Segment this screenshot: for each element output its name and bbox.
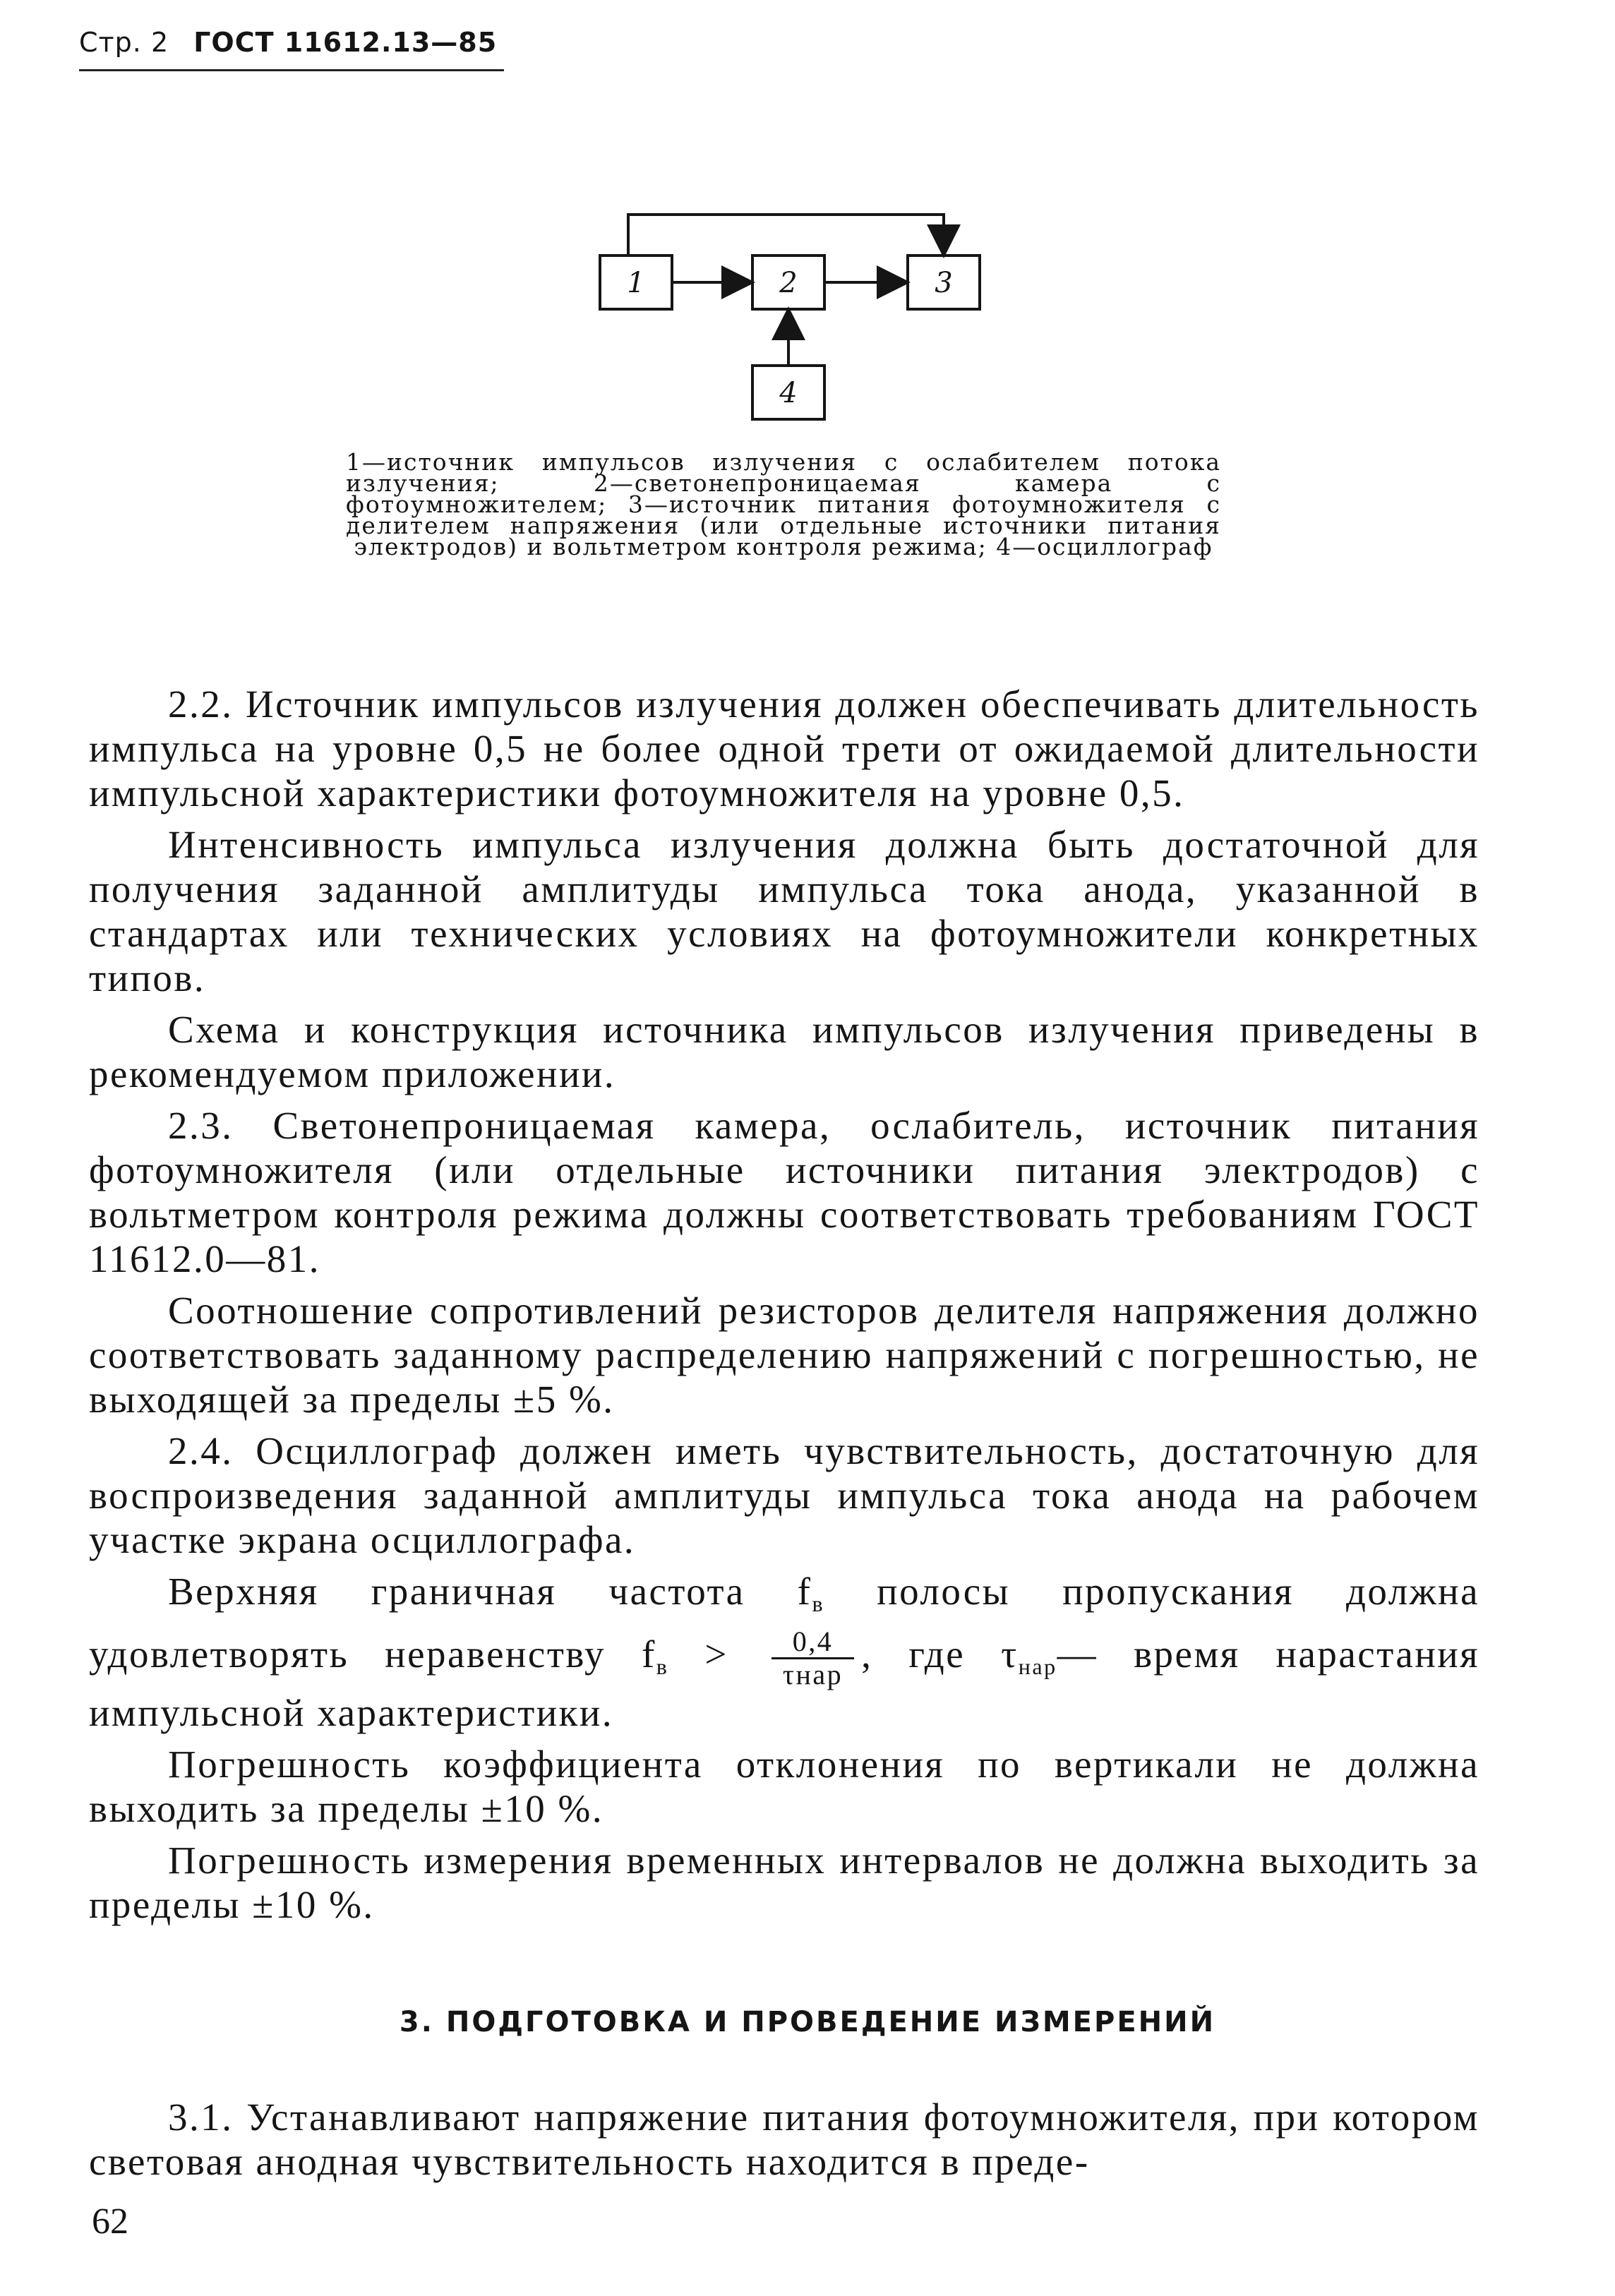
paragraph-3-1: 3.1. Устанавливают напряжение питания фотоумножителя, при котором световая анодная чувствительность находится в преде-: [89, 2096, 1479, 2183]
page-header: [79, 27, 497, 58]
section-text: [89, 2095, 1479, 2184]
section-title: 3. ПОДГОТОВКА И ПРОВЕДЕНИЕ ИЗМЕРЕНИЙ: [399, 2006, 1216, 2038]
block-diagram: [593, 205, 988, 431]
paragraph-frequency: Верхняя граничная частота $f_в$ полосы пропускания должна удовлетворять неравенству $f_в$ > $\frac{0,4}{\text{τнар}}$ , где $\tau_{нар}—$ время нарастания импульсной характеристики.: [89, 1570, 1479, 1734]
header-rule: [79, 69, 504, 71]
main-text: [89, 682, 1479, 1934]
block-diagram-svg: [593, 205, 988, 431]
block-2-label: 2: [779, 267, 798, 299]
paragraph-intensity: Интенсивность импульса излучения должна быть достаточной для получения заданной амплитуды импульса тока анода, указанной в стандартах или технических условиях на фотоумножители конкретных типов.: [89, 823, 1479, 999]
arrow-1-3: [628, 215, 944, 256]
formula-numerator: 0,4: [772, 1626, 854, 1659]
paragraph-2-2: 2.2. Источник импульсов излучения должен обеспечивать длительность импульса на уровне 0,5 не более одной трети от ожидаемой длительности импульсной характеристики фотоумножителя на уровне 0,5.: [89, 683, 1479, 815]
fraction-formula: [772, 1626, 854, 1690]
paragraph-deflection-error: Погрешность коэффициента отклонения по вертикали не должна выходить за пределы ±10 %.: [89, 1743, 1479, 1830]
page-label: Стр. 2: [79, 27, 169, 58]
paragraph-2-4: 2.4. Осциллограф должен иметь чувствительность, достаточную для воспроизведения заданной амплитуды импульса тока анода на рабочем участке экрана осциллографа.: [89, 1429, 1479, 1561]
paragraph-2-3: 2.3. Светонепроницаемая камера, ослабитель, источник питания фотоумножителя (или отдельные источники питания электродов) с вольтметром контроля режима должны соответствовать требованиям ГОСТ 11612.0—81.: [89, 1104, 1479, 1280]
formula-denominator: τнар: [782, 1659, 843, 1690]
block-1-label: 1: [627, 267, 645, 299]
page-number: 62: [92, 2201, 128, 2242]
block-3-label: 3: [935, 267, 953, 299]
paragraph-scheme: Схема и конструкция источника импульсов излучения приведены в рекомендуемом приложении.: [89, 1008, 1479, 1095]
diagram-legend: 1—источник импульсов излучения с ослабителем потока излучения; 2—светонепроницаемая камера с фотоумножителем; 3—источник питания фотоумножителя с делителем напряжения (или отдельные источники питания электродов) и вольтметром контроля режима; 4—осциллограф: [346, 448, 1221, 560]
paragraph-time-error: Погрешность измерения временных интервалов не должна выходить за пределы ±10 %.: [89, 1839, 1479, 1926]
standard-number: ГОСТ 11612.13—85: [193, 27, 498, 58]
block-4-label: 4: [779, 377, 798, 409]
paragraph-resistors: Соотношение сопротивлений резисторов делителя напряжения должно соответствовать заданному распределению напряжений с погрешностью, не выходящей за пределы ±5 %.: [89, 1289, 1479, 1421]
